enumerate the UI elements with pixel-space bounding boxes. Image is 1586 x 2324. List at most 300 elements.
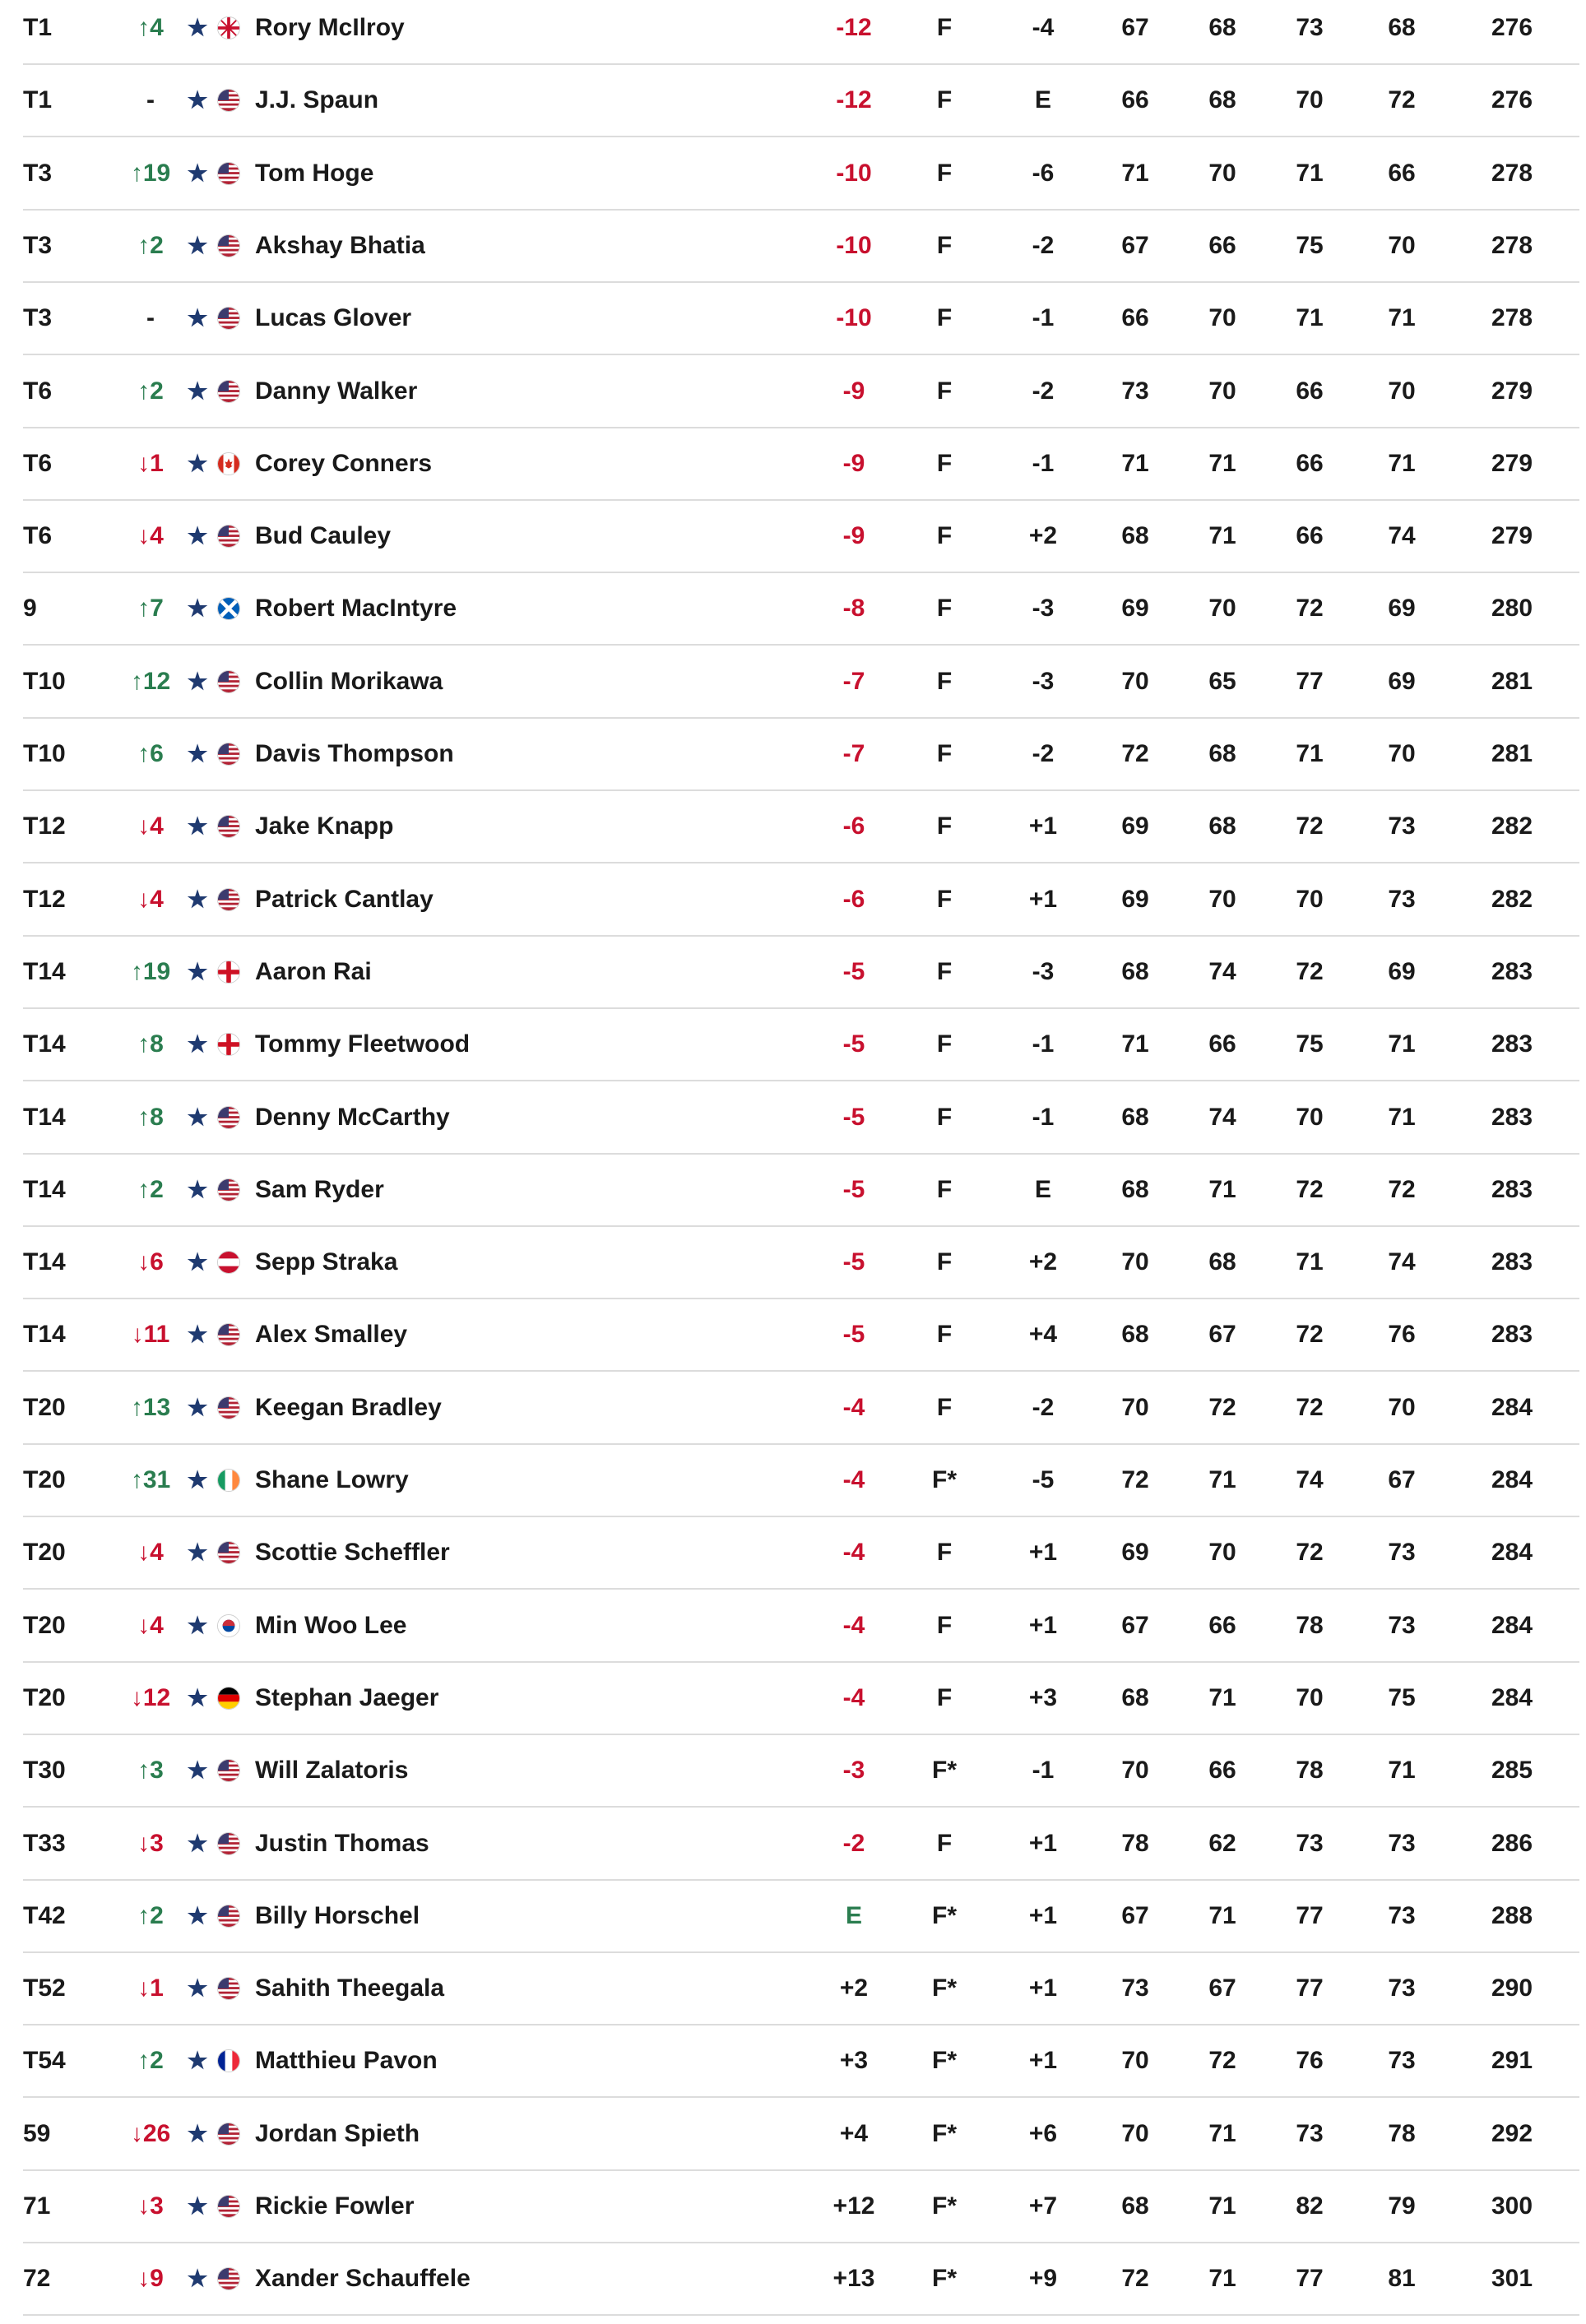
player-row[interactable] bbox=[23, 501, 1579, 573]
star-icon[interactable]: ★ bbox=[187, 1975, 208, 2002]
star-icon[interactable]: ★ bbox=[187, 1176, 208, 1202]
player-row[interactable] bbox=[23, 1155, 1579, 1227]
player-name[interactable]: Scottie Scheffler bbox=[255, 1539, 450, 1567]
player-row[interactable] bbox=[23, 2099, 1579, 2171]
today-score: +2 bbox=[1028, 522, 1058, 550]
round-2-score: 71 bbox=[1208, 522, 1236, 550]
round-2-score: 70 bbox=[1208, 885, 1236, 913]
total-strokes: 284 bbox=[1491, 1611, 1533, 1639]
round-1-score: 71 bbox=[1121, 159, 1149, 187]
position-change: ↑2 bbox=[137, 2047, 164, 2075]
star-icon[interactable]: ★ bbox=[187, 523, 208, 549]
round-4-score: 71 bbox=[1388, 1030, 1416, 1058]
today-score: +3 bbox=[1028, 1683, 1058, 1711]
player-name[interactable]: Sepp Straka bbox=[255, 1248, 398, 1276]
round-3-score: 72 bbox=[1296, 1321, 1324, 1349]
position: T14 bbox=[23, 1321, 66, 1349]
today-score: -1 bbox=[1032, 449, 1055, 477]
player-name[interactable]: Sam Ryder bbox=[255, 1175, 384, 1203]
thru-status: F bbox=[936, 957, 953, 985]
total-strokes: 281 bbox=[1491, 740, 1533, 767]
position-change: ↑2 bbox=[137, 1901, 164, 1929]
player-name[interactable]: Jordan Spieth bbox=[255, 2119, 420, 2147]
star-icon[interactable]: ★ bbox=[187, 813, 208, 840]
today-score: E bbox=[1034, 86, 1051, 114]
round-4-score: 69 bbox=[1388, 667, 1416, 695]
star-icon[interactable]: ★ bbox=[187, 1394, 208, 1420]
player-name[interactable]: Corey Conners bbox=[255, 449, 433, 477]
round-1-score: 70 bbox=[1121, 1248, 1149, 1276]
player-row[interactable] bbox=[23, 1881, 1579, 1953]
total-to-par: -9 bbox=[842, 449, 865, 477]
position: T3 bbox=[23, 231, 53, 259]
player-name[interactable]: Will Zalatoris bbox=[255, 1757, 409, 1785]
round-4-score: 72 bbox=[1388, 86, 1416, 114]
today-score: +4 bbox=[1028, 1321, 1058, 1349]
total-to-par: -12 bbox=[836, 86, 872, 114]
thru-status: F bbox=[936, 740, 953, 767]
round-4-score: 67 bbox=[1388, 1466, 1416, 1493]
star-icon[interactable]: ★ bbox=[187, 1322, 208, 1348]
thru-status: F bbox=[936, 595, 953, 623]
round-2-score: 72 bbox=[1208, 1393, 1236, 1421]
player-row[interactable] bbox=[23, 1082, 1579, 1155]
star-icon[interactable]: ★ bbox=[187, 87, 208, 113]
total-strokes: 283 bbox=[1491, 1248, 1533, 1276]
star-icon[interactable]: ★ bbox=[187, 2048, 208, 2074]
total-to-par: -10 bbox=[836, 231, 872, 259]
total-strokes: 286 bbox=[1491, 1829, 1533, 1857]
player-name[interactable]: Keegan Bradley bbox=[255, 1393, 442, 1421]
star-icon[interactable]: ★ bbox=[187, 377, 208, 404]
player-row[interactable] bbox=[23, 0, 1579, 65]
today-score: +9 bbox=[1028, 2265, 1058, 2293]
player-row[interactable] bbox=[23, 719, 1579, 791]
round-2-score: 70 bbox=[1208, 377, 1236, 405]
round-3-score: 72 bbox=[1296, 1393, 1324, 1421]
round-2-score: 62 bbox=[1208, 1829, 1236, 1857]
player-name[interactable]: Stephan Jaeger bbox=[255, 1683, 439, 1711]
total-strokes: 278 bbox=[1491, 231, 1533, 259]
thru-status: F bbox=[936, 1393, 953, 1421]
total-strokes: 281 bbox=[1491, 667, 1533, 695]
position: T20 bbox=[23, 1466, 66, 1493]
round-1-score: 67 bbox=[1121, 14, 1149, 41]
round-1-score: 68 bbox=[1121, 1321, 1149, 1349]
round-4-score: 71 bbox=[1388, 1757, 1416, 1785]
player-row[interactable] bbox=[23, 573, 1579, 646]
flag-icon-aut bbox=[217, 1251, 240, 1274]
star-icon[interactable]: ★ bbox=[187, 1031, 208, 1058]
player-name[interactable]: Rickie Fowler bbox=[255, 2192, 415, 2220]
star-icon[interactable]: ★ bbox=[187, 1249, 208, 1275]
flag-icon-usa bbox=[217, 1396, 240, 1419]
star-icon[interactable]: ★ bbox=[187, 305, 208, 331]
round-3-score: 72 bbox=[1296, 595, 1324, 623]
star-icon[interactable]: ★ bbox=[187, 595, 208, 622]
total-to-par: -4 bbox=[842, 1611, 865, 1639]
total-strokes: 282 bbox=[1491, 885, 1533, 913]
round-2-score: 66 bbox=[1208, 231, 1236, 259]
star-icon[interactable]: ★ bbox=[187, 15, 208, 40]
total-strokes: 290 bbox=[1491, 1974, 1533, 2002]
round-3-score: 78 bbox=[1296, 1611, 1324, 1639]
position-change: ↓3 bbox=[137, 2192, 164, 2220]
player-name[interactable]: Bud Cauley bbox=[255, 522, 392, 550]
player-name[interactable]: Jake Knapp bbox=[255, 812, 394, 840]
round-3-score: 66 bbox=[1296, 449, 1324, 477]
flag-icon-usa bbox=[217, 1541, 240, 1564]
position: T14 bbox=[23, 1248, 66, 1276]
player-name[interactable]: Alex Smalley bbox=[255, 1321, 408, 1349]
round-1-score: 72 bbox=[1121, 740, 1149, 767]
round-3-score: 73 bbox=[1296, 14, 1324, 41]
total-to-par: +13 bbox=[832, 2265, 875, 2293]
thru-status: F bbox=[936, 449, 953, 477]
total-to-par: -4 bbox=[842, 1393, 865, 1421]
total-to-par: +12 bbox=[832, 2192, 875, 2220]
today-score: +1 bbox=[1028, 1901, 1058, 1929]
round-1-score: 70 bbox=[1121, 1757, 1149, 1785]
player-name[interactable]: Sahith Theegala bbox=[255, 1974, 445, 2002]
round-3-score: 70 bbox=[1296, 1103, 1324, 1131]
total-strokes: 276 bbox=[1491, 86, 1533, 114]
flag-icon-usa bbox=[217, 1106, 240, 1129]
player-row[interactable] bbox=[23, 1590, 1579, 1663]
today-score: +7 bbox=[1028, 2192, 1058, 2220]
star-icon[interactable]: ★ bbox=[187, 1104, 208, 1130]
round-4-score: 70 bbox=[1388, 377, 1416, 405]
player-row[interactable] bbox=[23, 65, 1579, 137]
player-name[interactable]: Tom Hoge bbox=[255, 159, 374, 187]
thru-status: F bbox=[936, 159, 953, 187]
total-strokes: 282 bbox=[1491, 812, 1533, 840]
player-name[interactable]: Patrick Cantlay bbox=[255, 885, 434, 913]
round-1-score: 69 bbox=[1121, 1539, 1149, 1567]
round-4-score: 70 bbox=[1388, 740, 1416, 767]
round-4-score: 73 bbox=[1388, 1539, 1416, 1567]
position-change: ↑2 bbox=[137, 231, 164, 259]
today-score: +1 bbox=[1028, 1829, 1058, 1857]
total-strokes: 283 bbox=[1491, 1030, 1533, 1058]
round-4-score: 68 bbox=[1388, 14, 1416, 41]
thru-status: F bbox=[936, 1030, 953, 1058]
position: T6 bbox=[23, 449, 53, 477]
round-3-score: 73 bbox=[1296, 1829, 1324, 1857]
player-row[interactable] bbox=[23, 2025, 1579, 2098]
round-2-score: 65 bbox=[1208, 667, 1236, 695]
player-row[interactable] bbox=[23, 211, 1579, 283]
today-score: +1 bbox=[1028, 1974, 1058, 2002]
player-name[interactable]: Davis Thompson bbox=[255, 740, 454, 767]
position: T14 bbox=[23, 1103, 66, 1131]
round-2-score: 68 bbox=[1208, 812, 1236, 840]
total-strokes: 278 bbox=[1491, 159, 1533, 187]
round-2-score: 67 bbox=[1208, 1974, 1236, 2002]
flag-icon-irl bbox=[217, 1469, 240, 1492]
player-row[interactable] bbox=[23, 1227, 1579, 1299]
round-1-score: 68 bbox=[1121, 1683, 1149, 1711]
player-name[interactable]: Billy Horschel bbox=[255, 1901, 420, 1929]
player-row[interactable] bbox=[23, 791, 1579, 863]
flag-icon-usa bbox=[217, 1759, 240, 1782]
position-change: ↑19 bbox=[130, 957, 171, 985]
player-row[interactable] bbox=[23, 1663, 1579, 1735]
total-to-par: +2 bbox=[839, 1974, 869, 2002]
total-strokes: 285 bbox=[1491, 1757, 1533, 1785]
round-1-score: 78 bbox=[1121, 1829, 1149, 1857]
position-change: ↑13 bbox=[130, 1393, 171, 1421]
star-icon[interactable]: ★ bbox=[187, 668, 208, 694]
star-icon[interactable]: ★ bbox=[187, 450, 208, 476]
round-3-score: 77 bbox=[1296, 2265, 1324, 2293]
round-3-score: 73 bbox=[1296, 2119, 1324, 2147]
total-to-par: -8 bbox=[842, 595, 865, 623]
round-4-score: 72 bbox=[1388, 1175, 1416, 1203]
total-strokes: 300 bbox=[1491, 2192, 1533, 2220]
position: T12 bbox=[23, 885, 66, 913]
flag-icon-usa bbox=[217, 1905, 240, 1928]
total-to-par: -3 bbox=[842, 1757, 865, 1785]
round-1-score: 69 bbox=[1121, 812, 1149, 840]
thru-status: F bbox=[936, 1611, 953, 1639]
thru-status: F bbox=[936, 1683, 953, 1711]
player-name[interactable]: Min Woo Lee bbox=[255, 1611, 407, 1639]
round-4-score: 74 bbox=[1388, 522, 1416, 550]
position: T33 bbox=[23, 1829, 66, 1857]
star-icon[interactable]: ★ bbox=[187, 2266, 208, 2292]
round-2-score: 72 bbox=[1208, 2047, 1236, 2075]
player-row[interactable] bbox=[23, 1009, 1579, 1081]
position: T54 bbox=[23, 2047, 66, 2075]
today-score: -4 bbox=[1032, 14, 1055, 41]
total-to-par: -7 bbox=[842, 667, 865, 695]
round-4-score: 69 bbox=[1388, 957, 1416, 985]
star-icon[interactable]: ★ bbox=[187, 1612, 208, 1638]
total-strokes: 284 bbox=[1491, 1683, 1533, 1711]
thru-status: F* bbox=[932, 2192, 957, 2220]
player-row[interactable] bbox=[23, 428, 1579, 501]
position-change: ↓12 bbox=[130, 1683, 171, 1711]
position: T1 bbox=[23, 14, 53, 41]
thru-status: F bbox=[936, 231, 953, 259]
position-change: ↓4 bbox=[137, 1539, 164, 1567]
round-3-score: 78 bbox=[1296, 1757, 1324, 1785]
total-strokes: 283 bbox=[1491, 1175, 1533, 1203]
position-change: ↓9 bbox=[137, 2265, 164, 2293]
star-icon[interactable]: ★ bbox=[187, 1757, 208, 1784]
round-2-score: 74 bbox=[1208, 957, 1236, 985]
total-to-par: -10 bbox=[836, 159, 872, 187]
player-row[interactable] bbox=[23, 356, 1579, 428]
player-row[interactable] bbox=[23, 1808, 1579, 1881]
total-strokes: 284 bbox=[1491, 1393, 1533, 1421]
position: 59 bbox=[23, 2119, 51, 2147]
total-strokes: 283 bbox=[1491, 1321, 1533, 1349]
today-score: -2 bbox=[1032, 377, 1055, 405]
star-icon[interactable]: ★ bbox=[187, 160, 208, 186]
flag-icon-usa bbox=[217, 1178, 240, 1201]
player-name[interactable]: Shane Lowry bbox=[255, 1466, 409, 1493]
position: T20 bbox=[23, 1611, 66, 1639]
player-name[interactable]: Matthieu Pavon bbox=[255, 2047, 438, 2075]
round-4-score: 79 bbox=[1388, 2192, 1416, 2220]
flag-icon-usa bbox=[217, 89, 240, 112]
player-row[interactable] bbox=[23, 138, 1579, 211]
star-icon[interactable]: ★ bbox=[187, 232, 208, 258]
round-2-score: 66 bbox=[1208, 1757, 1236, 1785]
player-row[interactable] bbox=[23, 1735, 1579, 1808]
flag-icon-sco bbox=[217, 597, 240, 620]
round-2-score: 70 bbox=[1208, 595, 1236, 623]
position-change: ↓11 bbox=[131, 1321, 170, 1349]
player-name[interactable]: Justin Thomas bbox=[255, 1829, 429, 1857]
star-icon[interactable]: ★ bbox=[187, 2193, 208, 2219]
flag-icon-usa bbox=[217, 670, 240, 693]
total-to-par: +4 bbox=[839, 2119, 869, 2147]
round-3-score: 72 bbox=[1296, 812, 1324, 840]
player-name[interactable]: Danny Walker bbox=[255, 377, 418, 405]
flag-icon-usa bbox=[217, 1977, 240, 2000]
position-change: ↓1 bbox=[137, 449, 164, 477]
position-change: - bbox=[146, 86, 155, 114]
flag-icon-usa bbox=[217, 2267, 240, 2290]
position: T10 bbox=[23, 667, 66, 695]
star-icon[interactable]: ★ bbox=[187, 741, 208, 766]
player-name[interactable]: Denny McCarthy bbox=[255, 1103, 450, 1131]
total-strokes: 291 bbox=[1491, 2047, 1533, 2075]
flag-icon-usa bbox=[217, 1323, 240, 1346]
total-strokes: 284 bbox=[1491, 1466, 1533, 1493]
position-change: ↑6 bbox=[137, 740, 164, 767]
round-3-score: 71 bbox=[1296, 304, 1324, 332]
position-change: ↓4 bbox=[137, 885, 164, 913]
total-to-par: -9 bbox=[842, 522, 865, 550]
position: T10 bbox=[23, 740, 66, 767]
round-4-score: 78 bbox=[1388, 2119, 1416, 2147]
round-3-score: 71 bbox=[1296, 1248, 1324, 1276]
total-to-par: -5 bbox=[842, 1030, 865, 1058]
position-change: ↑8 bbox=[137, 1030, 164, 1058]
thru-status: F* bbox=[932, 1901, 957, 1929]
total-strokes: 301 bbox=[1491, 2265, 1533, 2293]
round-3-score: 72 bbox=[1296, 1175, 1324, 1203]
position: 9 bbox=[23, 595, 37, 623]
star-icon[interactable]: ★ bbox=[187, 1467, 208, 1493]
today-score: -3 bbox=[1032, 957, 1055, 985]
today-score: +2 bbox=[1028, 1248, 1058, 1276]
flag-icon-usa bbox=[217, 2123, 240, 2146]
player-name[interactable]: Aaron Rai bbox=[255, 957, 372, 985]
player-name[interactable]: Xander Schauffele bbox=[255, 2265, 471, 2293]
round-4-score: 71 bbox=[1388, 1103, 1416, 1131]
flag-icon-kor bbox=[217, 1614, 240, 1637]
round-2-score: 68 bbox=[1208, 14, 1236, 41]
thru-status: F* bbox=[932, 1466, 957, 1493]
round-4-score: 71 bbox=[1388, 449, 1416, 477]
position: T52 bbox=[23, 1974, 66, 2002]
position-change: ↑2 bbox=[137, 377, 164, 405]
round-4-score: 73 bbox=[1388, 1974, 1416, 2002]
player-row[interactable] bbox=[23, 1373, 1579, 1445]
star-icon[interactable]: ★ bbox=[187, 1684, 208, 1711]
round-1-score: 66 bbox=[1121, 304, 1149, 332]
flag-icon-usa bbox=[217, 162, 240, 185]
flag-icon-usa bbox=[217, 380, 240, 403]
position: T42 bbox=[23, 1901, 66, 1929]
position: T14 bbox=[23, 1175, 66, 1203]
position: T3 bbox=[23, 304, 53, 332]
star-icon[interactable]: ★ bbox=[187, 958, 208, 984]
today-score: +1 bbox=[1028, 1539, 1058, 1567]
player-row[interactable] bbox=[23, 1299, 1579, 1372]
player-name[interactable]: Akshay Bhatia bbox=[255, 231, 425, 259]
position: T1 bbox=[23, 86, 53, 114]
today-score: -2 bbox=[1032, 231, 1055, 259]
round-1-score: 68 bbox=[1121, 522, 1149, 550]
today-score: -2 bbox=[1032, 740, 1055, 767]
player-row[interactable] bbox=[23, 283, 1579, 355]
star-icon[interactable]: ★ bbox=[187, 1539, 208, 1566]
player-row[interactable] bbox=[23, 646, 1579, 719]
thru-status: F bbox=[936, 812, 953, 840]
today-score: +1 bbox=[1028, 2047, 1058, 2075]
today-score: -6 bbox=[1032, 159, 1055, 187]
total-strokes: 279 bbox=[1491, 449, 1533, 477]
total-strokes: 283 bbox=[1491, 957, 1533, 985]
round-2-score: 71 bbox=[1208, 1683, 1236, 1711]
player-name[interactable]: Robert MacIntyre bbox=[255, 595, 457, 623]
thru-status: F bbox=[936, 885, 953, 913]
flag-icon-fra bbox=[217, 2049, 240, 2072]
player-row[interactable] bbox=[23, 2171, 1579, 2243]
player-row[interactable] bbox=[23, 864, 1579, 937]
player-row[interactable] bbox=[23, 1517, 1579, 1590]
round-2-score: 68 bbox=[1208, 86, 1236, 114]
round-4-score: 75 bbox=[1388, 1683, 1416, 1711]
today-score: +1 bbox=[1028, 885, 1058, 913]
round-2-score: 71 bbox=[1208, 1466, 1236, 1493]
round-2-score: 74 bbox=[1208, 1103, 1236, 1131]
position: T6 bbox=[23, 522, 53, 550]
round-1-score: 68 bbox=[1121, 957, 1149, 985]
position: T20 bbox=[23, 1683, 66, 1711]
total-strokes: 280 bbox=[1491, 595, 1533, 623]
player-row[interactable] bbox=[23, 1445, 1579, 1517]
round-4-score: 73 bbox=[1388, 885, 1416, 913]
player-row[interactable] bbox=[23, 1953, 1579, 2025]
round-2-score: 71 bbox=[1208, 449, 1236, 477]
thru-status: F bbox=[936, 304, 953, 332]
star-icon[interactable]: ★ bbox=[187, 1830, 208, 1856]
star-icon[interactable]: ★ bbox=[187, 2120, 208, 2146]
player-name[interactable]: J.J. Spaun bbox=[255, 86, 379, 114]
round-4-score: 73 bbox=[1388, 1901, 1416, 1929]
player-name[interactable]: Tommy Fleetwood bbox=[255, 1030, 471, 1058]
star-icon[interactable]: ★ bbox=[187, 1902, 208, 1928]
position-change: ↑31 bbox=[130, 1466, 171, 1493]
thru-status: F bbox=[936, 14, 953, 41]
today-score: -3 bbox=[1032, 667, 1055, 695]
player-name[interactable]: Collin Morikawa bbox=[255, 667, 443, 695]
round-4-score: 71 bbox=[1388, 304, 1416, 332]
player-row[interactable] bbox=[23, 937, 1579, 1009]
player-row[interactable] bbox=[23, 2243, 1579, 2316]
player-name[interactable]: Lucas Glover bbox=[255, 304, 412, 332]
player-name[interactable]: Rory McIlroy bbox=[255, 14, 405, 41]
round-4-score: 70 bbox=[1388, 1393, 1416, 1421]
star-icon[interactable]: ★ bbox=[187, 886, 208, 912]
